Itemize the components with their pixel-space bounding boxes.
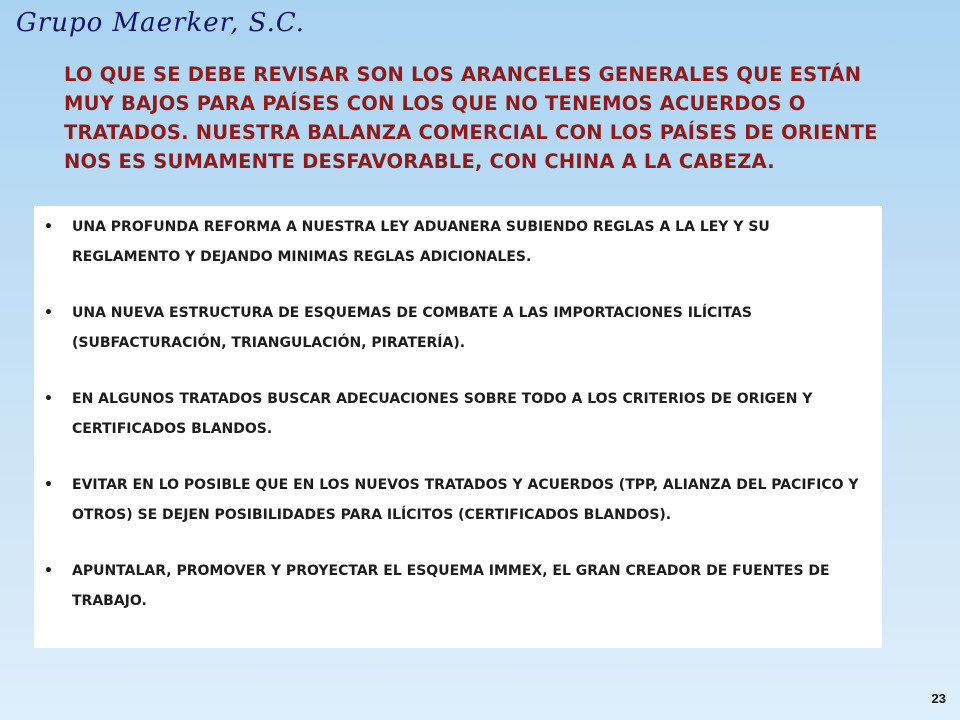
- list-item: [34, 212, 872, 272]
- list-item-text: EN ALGUNOS TRATADOS BUSCAR ADECUACIONES SOBRE TODO A LOS CRITERIOS DE ORIGEN Y CERTIFICADOS BLANDOS.: [72, 391, 813, 437]
- list-item: [34, 470, 872, 530]
- bullet-dot: •: [44, 477, 53, 493]
- page-number: 23: [931, 691, 946, 706]
- bullet-dot: •: [44, 219, 53, 235]
- list-item: [34, 556, 872, 616]
- bullet-dot: •: [44, 391, 53, 407]
- list-item: [34, 384, 872, 444]
- bullet-dot: •: [44, 563, 53, 579]
- company-name: Grupo Maerker, S.C.: [16, 8, 306, 38]
- list-item-text: UNA PROFUNDA REFORMA A NUESTRA LEY ADUANERA SUBIENDO REGLAS A LA LEY Y SU REGLAMENTO Y DEJANDO MINIMAS REGLAS ADICIONALES.: [72, 219, 770, 265]
- bullet-dot: •: [44, 305, 53, 321]
- list-item: [34, 298, 872, 358]
- content-panel: [34, 206, 882, 648]
- list-item-text: APUNTALAR, PROMOVER Y PROYECTAR EL ESQUEMA IMMEX, EL GRAN CREADOR DE FUENTES DE TRABAJO.: [72, 563, 830, 609]
- headline: LO QUE SE DEBE REVISAR SON LOS ARANCELES GENERALES QUE ESTÁN MUY BAJOS PARA PAÍSES CON LOS QUE NO TENEMOS ACUERDOS O TRATADOS. NUESTRA BALANZA COMERCIAL CON LOS PAÍSES DE ORIENTE NOS ES SUMAMENTE DESFAVORABLE, CON CHINA A LA CABEZA.: [64, 63, 878, 173]
- bullet-list: [34, 212, 872, 616]
- list-item-text: EVITAR EN LO POSIBLE QUE EN LOS NUEVOS TRATADOS Y ACUERDOS (TPP, ALIANZA DEL PACIFICO Y OTROS) SE DEJEN POSIBILIDADES PARA ILÍCITOS (CERTIFICADOS BLANDOS).: [72, 477, 859, 523]
- list-item-text: UNA NUEVA ESTRUCTURA DE ESQUEMAS DE COMBATE A LAS IMPORTACIONES ILÍCITAS (SUBFACTURACIÓN, TRIANGULACIÓN, PIRATERÍA).: [72, 305, 752, 351]
